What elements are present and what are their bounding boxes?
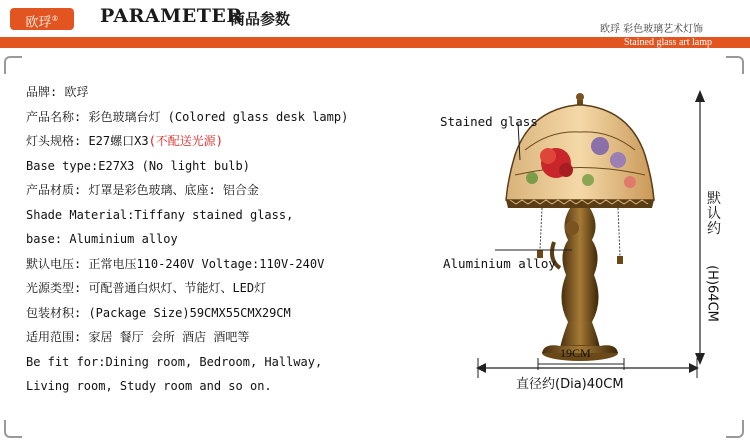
spec-usage-cn: 适用范围: 家居 餐厅 会所 酒店 酒吧等 bbox=[26, 330, 250, 344]
spec-product-name: 产品名称: 彩色玻璃台灯 (Colored glass desk lamp) bbox=[26, 109, 349, 124]
page-title-cn: 商品参数 bbox=[230, 10, 291, 28]
height-label-cn: 默认约 bbox=[707, 191, 721, 237]
finial-icon bbox=[576, 93, 584, 106]
diameter-label: 直径约(Dia)40CM bbox=[516, 377, 624, 392]
header-bar-text: Stained glass art lamp bbox=[623, 37, 712, 48]
frame-corner-icon bbox=[4, 420, 22, 438]
base-width-label: 19CM bbox=[560, 346, 591, 360]
figurine-stand-icon bbox=[552, 208, 600, 348]
spec-base-material: base: Aluminium alloy bbox=[26, 232, 178, 246]
spec-voltage: 默认电压: 正常电压110-240V Voltage:110V-240V bbox=[26, 256, 325, 271]
no-bulb-note: (不配送光源) bbox=[148, 134, 224, 148]
frame-corner-icon bbox=[726, 56, 744, 74]
height-arrow-top-icon bbox=[695, 90, 705, 102]
header bbox=[0, 0, 750, 50]
frame-corner-icon bbox=[4, 56, 22, 74]
stained-glass-label: Stained glass bbox=[440, 114, 538, 129]
height-label bbox=[703, 192, 725, 237]
spec-shade-material: Shade Material:Tiffany stained glass, bbox=[26, 207, 294, 222]
spec-list bbox=[26, 80, 426, 399]
spec-lamp-socket: 灯头规格: E27螺口X3(不配送光源) bbox=[26, 134, 224, 148]
spec-usage-en-2: Living room, Study room and so on. bbox=[26, 379, 272, 393]
spec-light-source: 光源类型: 可配普通白炽灯、节能灯、LED灯 bbox=[26, 281, 267, 295]
page-title: PARAMETER bbox=[100, 5, 243, 27]
spec-brand: 品牌: 欧琈 bbox=[26, 85, 89, 99]
spec-material-cn: 产品材质: 灯罩是彩色玻璃、底座: 铝合金 bbox=[26, 183, 259, 197]
spec-package-size: 包装材积: (Package Size)59CMX55CMX29CM bbox=[26, 305, 291, 320]
height-label-en: (H)64CM bbox=[704, 265, 720, 322]
spec-usage-en-1: Be fit for:Dining room, Bedroom, Hallway, bbox=[26, 354, 323, 369]
brand-logo: 欧琈® bbox=[10, 8, 74, 30]
brand-tagline: 欧琈 彩色玻璃艺术灯饰 bbox=[600, 24, 704, 35]
frame-corner-icon bbox=[726, 420, 744, 438]
spec-base-type: Base type:E27X3 (No light bulb) bbox=[26, 158, 250, 173]
aluminium-alloy-label: Aluminium alloy bbox=[443, 256, 556, 271]
